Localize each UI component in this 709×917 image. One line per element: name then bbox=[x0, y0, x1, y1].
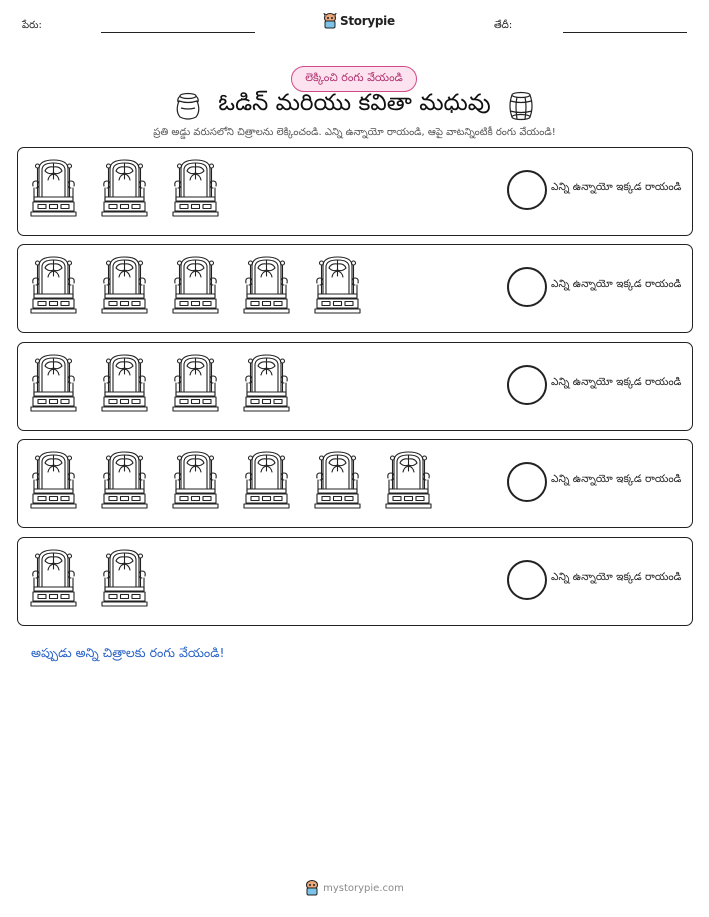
throne-icon[interactable] bbox=[30, 449, 77, 511]
answer-circle[interactable] bbox=[507, 365, 547, 405]
throne-icon[interactable] bbox=[101, 449, 148, 511]
throne-icon[interactable] bbox=[172, 449, 219, 511]
count-row-5 bbox=[17, 537, 693, 626]
site-footer bbox=[0, 880, 709, 896]
answer-circle[interactable] bbox=[507, 267, 547, 307]
title-row bbox=[0, 90, 709, 122]
throne-icon[interactable] bbox=[30, 157, 77, 219]
row-pictures bbox=[30, 254, 361, 316]
footer-note: అప్పుడు అన్ని చిత్రాలకు రంగు వేయండి! bbox=[31, 645, 225, 660]
throne-icon[interactable] bbox=[101, 157, 148, 219]
throne-icon[interactable] bbox=[243, 254, 290, 316]
count-row-3 bbox=[17, 342, 693, 431]
answer-circle[interactable] bbox=[507, 560, 547, 600]
brand bbox=[323, 13, 395, 29]
throne-icon[interactable] bbox=[385, 449, 432, 511]
barrel-icon bbox=[507, 91, 535, 121]
throne-icon[interactable] bbox=[101, 254, 148, 316]
throne-icon[interactable] bbox=[172, 352, 219, 414]
storypie-logo-icon bbox=[323, 13, 337, 29]
date-line[interactable] bbox=[563, 32, 687, 33]
throne-icon[interactable] bbox=[30, 254, 77, 316]
answer-circle[interactable] bbox=[507, 170, 547, 210]
answer-label: ఎన్ని ఉన్నాయో ఇక్కడ రాయండి bbox=[551, 473, 682, 485]
answer-circle[interactable] bbox=[507, 462, 547, 502]
throne-icon[interactable] bbox=[314, 254, 361, 316]
mead-pot-icon bbox=[174, 91, 202, 121]
row-pictures bbox=[30, 352, 290, 414]
name-line[interactable] bbox=[101, 32, 255, 33]
count-row-1 bbox=[17, 147, 693, 236]
throne-icon[interactable] bbox=[101, 352, 148, 414]
throne-icon[interactable] bbox=[172, 157, 219, 219]
answer-label: ఎన్ని ఉన్నాయో ఇక్కడ రాయండి bbox=[551, 571, 682, 583]
activity-badge: లెక్కించి రంగు వేయండి bbox=[291, 66, 417, 92]
throne-icon[interactable] bbox=[101, 547, 148, 609]
answer-label: ఎన్ని ఉన్నాయో ఇక్కడ రాయండి bbox=[551, 376, 682, 388]
row-pictures bbox=[30, 547, 148, 609]
page-title: ఓడిన్ మరియు కవితా మధువు bbox=[218, 90, 491, 116]
date-label: తేదీ: bbox=[494, 20, 513, 31]
site-url: mystorypie.com bbox=[323, 882, 404, 894]
brand-name: Storypie bbox=[340, 14, 395, 28]
throne-icon[interactable] bbox=[243, 352, 290, 414]
throne-icon[interactable] bbox=[30, 547, 77, 609]
row-pictures bbox=[30, 157, 219, 219]
answer-label: ఎన్ని ఉన్నాయో ఇక్కడ రాయండి bbox=[551, 181, 682, 193]
throne-icon[interactable] bbox=[30, 352, 77, 414]
name-label: పేరు: bbox=[22, 20, 42, 31]
storypie-footer-logo-icon bbox=[305, 880, 319, 896]
count-row-4 bbox=[17, 439, 693, 528]
instructions: ప్రతి అడ్డు వరుసలోని చిత్రాలను లెక్కించండి. ఎన్ని ఉన్నాయో రాయండి, ఆపై వాటన్నింటికీ రంగు వేయండి! bbox=[153, 127, 556, 138]
throne-icon[interactable] bbox=[314, 449, 361, 511]
throne-icon[interactable] bbox=[243, 449, 290, 511]
throne-icon[interactable] bbox=[172, 254, 219, 316]
row-pictures bbox=[30, 449, 432, 511]
answer-label: ఎన్ని ఉన్నాయో ఇక్కడ రాయండి bbox=[551, 278, 682, 290]
count-row-2 bbox=[17, 244, 693, 333]
